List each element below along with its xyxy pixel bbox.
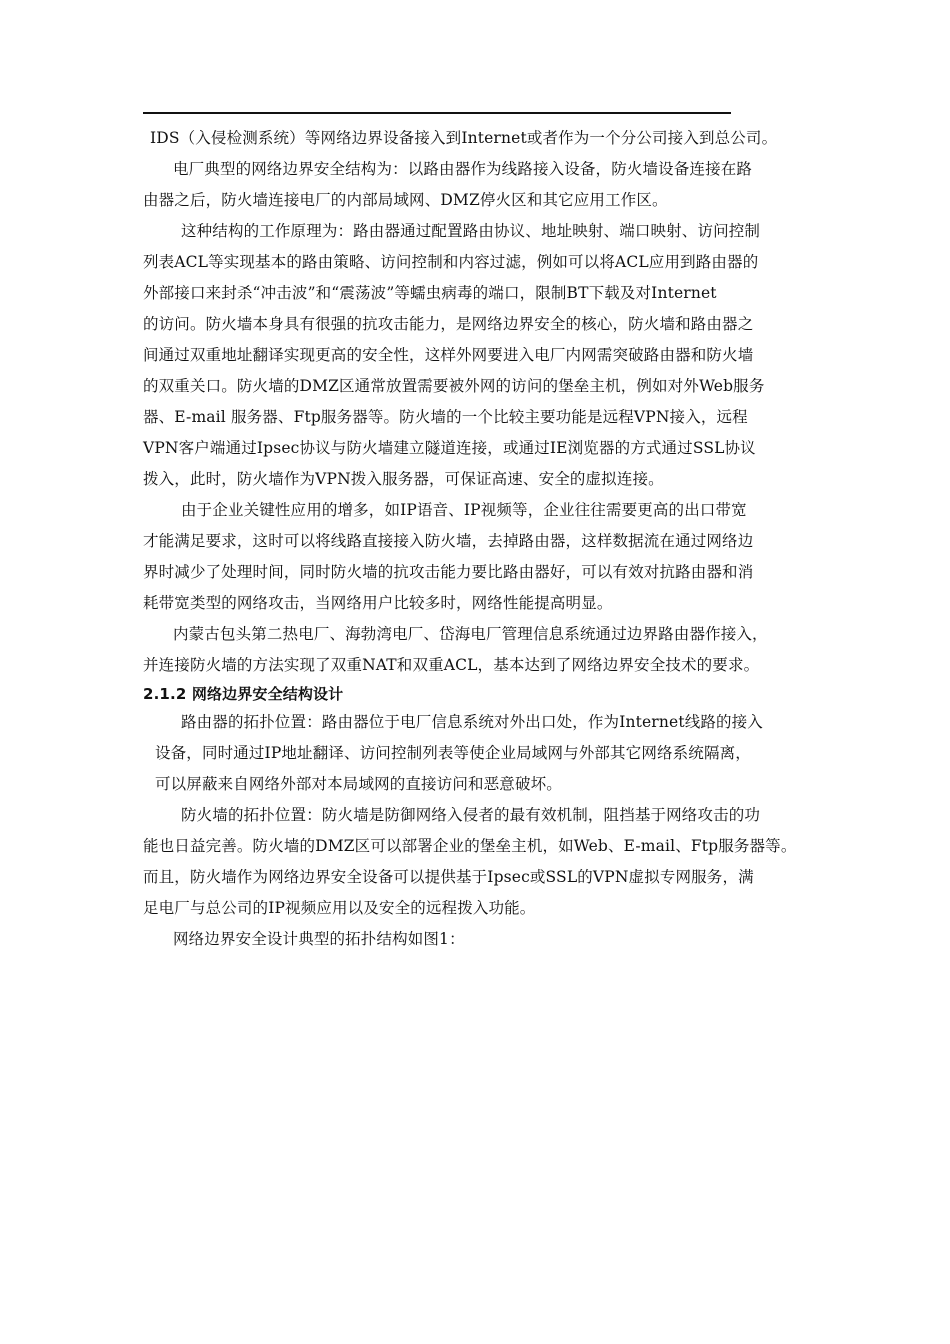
text-line-example-1: 内蒙古包头第二热电厂、海勃湾电厂、岱海电厂管理信息系统通过边界路由器作接入， bbox=[173, 625, 768, 643]
header-rule bbox=[143, 112, 731, 114]
text-line-bandwidth-4: 耗带宽类型的网络攻击，当网络用户比较多时，网络性能提高明显。 bbox=[143, 594, 613, 612]
text-line-example-2: 并连接防火墙的方法实现了双重NAT和双重ACL，基本达到了网络边界安全技术的要求。 bbox=[143, 656, 760, 674]
text-line-bandwidth-1: 由于企业关键性应用的增多，如IP语音、IP视频等，企业往往需要更高的出口带宽 bbox=[181, 501, 747, 519]
section-heading: 2.1.2 网络边界安全结构设计 bbox=[143, 685, 344, 703]
text-line-bandwidth-3: 界时减少了处理时间，同时防火墙的抗攻击能力要比路由器好，可以有效对抗路由器和消 bbox=[143, 563, 754, 581]
text-line-bandwidth-2: 才能满足要求，这时可以将线路直接接入防火墙，去掉路由器，这样数据流在通过网络边 bbox=[143, 532, 754, 550]
text-line-firewall-3: 而且，防火墙作为网络边界安全设备可以提供基于Ipsec或SSL的VPN虚拟专网服务，满 bbox=[143, 868, 754, 886]
text-line-principle-9: 拨入，此时，防火墙作为VPN拨入服务器，可保证高速、安全的虚拟连接。 bbox=[143, 470, 664, 488]
text-line-principle-8: VPN客户端通过Ipsec协议与防火墙建立隧道连接，或通过IE浏览器的方式通过SSL协议 bbox=[143, 439, 756, 457]
text-line-ids: IDS（入侵检测系统）等网络边界设备接入到Internet或者作为一个分公司接入到总公司。 bbox=[150, 129, 778, 147]
text-line-principle-3: 外部接口来封杀“冲击波”和“震荡波”等蠕虫病毒的端口，限制BT下载及对Internet bbox=[143, 284, 717, 302]
text-line-principle-5: 间通过双重地址翻译实现更高的安全性，这样外网要进入电厂内网需突破路由器和防火墙 bbox=[143, 346, 754, 364]
text-line-principle-1: 这种结构的工作原理为：路由器通过配置路由协议、地址映射、端口映射、访问控制 bbox=[181, 222, 761, 240]
text-line-principle-7: 器、E-mail 服务器、Ftp服务器等。防火墙的一个比较主要功能是远程VPN接入，远程 bbox=[143, 408, 748, 426]
text-line-router-2: 设备，同时通过IP地址翻译、访问控制列表等使企业局域网与外部其它网络系统隔离， bbox=[155, 744, 751, 762]
text-line-firewall-2: 能也日益完善。防火墙的DMZ区可以部署企业的堡垒主机，如Web、E-mail、Ftp服务器等。 bbox=[143, 837, 797, 855]
text-line-router-1: 路由器的拓扑位置：路由器位于电厂信息系统对外出口处，作为Internet线路的接入 bbox=[181, 713, 763, 731]
text-line-firewall-1: 防火墙的拓扑位置：防火墙是防御网络入侵者的最有效机制，阻挡基于网络攻击的功 bbox=[181, 806, 761, 824]
text-line-principle-4: 的访问。防火墙本身具有很强的抗攻击能力，是网络边界安全的核心，防火墙和路由器之 bbox=[143, 315, 754, 333]
text-line-principle-2: 列表ACL等实现基本的路由策略、访问控制和内容过滤，例如可以将ACL应用到路由器的 bbox=[143, 253, 759, 271]
text-line-principle-6: 的双重关口。防火墙的DMZ区通常放置需要被外网的访问的堡垒主机，例如对外Web服务 bbox=[143, 377, 765, 395]
text-line-firewall-4: 足电厂与总公司的IP视频应用以及安全的远程拨入功能。 bbox=[143, 899, 536, 917]
text-line-structure-1: 电厂典型的网络边界安全结构为：以路由器作为线路接入设备，防火墙设备连接在路 bbox=[173, 160, 753, 178]
text-line-structure-2: 由器之后，防火墙连接电厂的内部局域网、DMZ停火区和其它应用工作区。 bbox=[143, 191, 668, 209]
text-line-figure-ref: 网络边界安全设计典型的拓扑结构如图1： bbox=[173, 930, 465, 948]
text-line-router-3: 可以屏蔽来自网络外部对本局域网的直接访问和恶意破坏。 bbox=[155, 775, 562, 793]
